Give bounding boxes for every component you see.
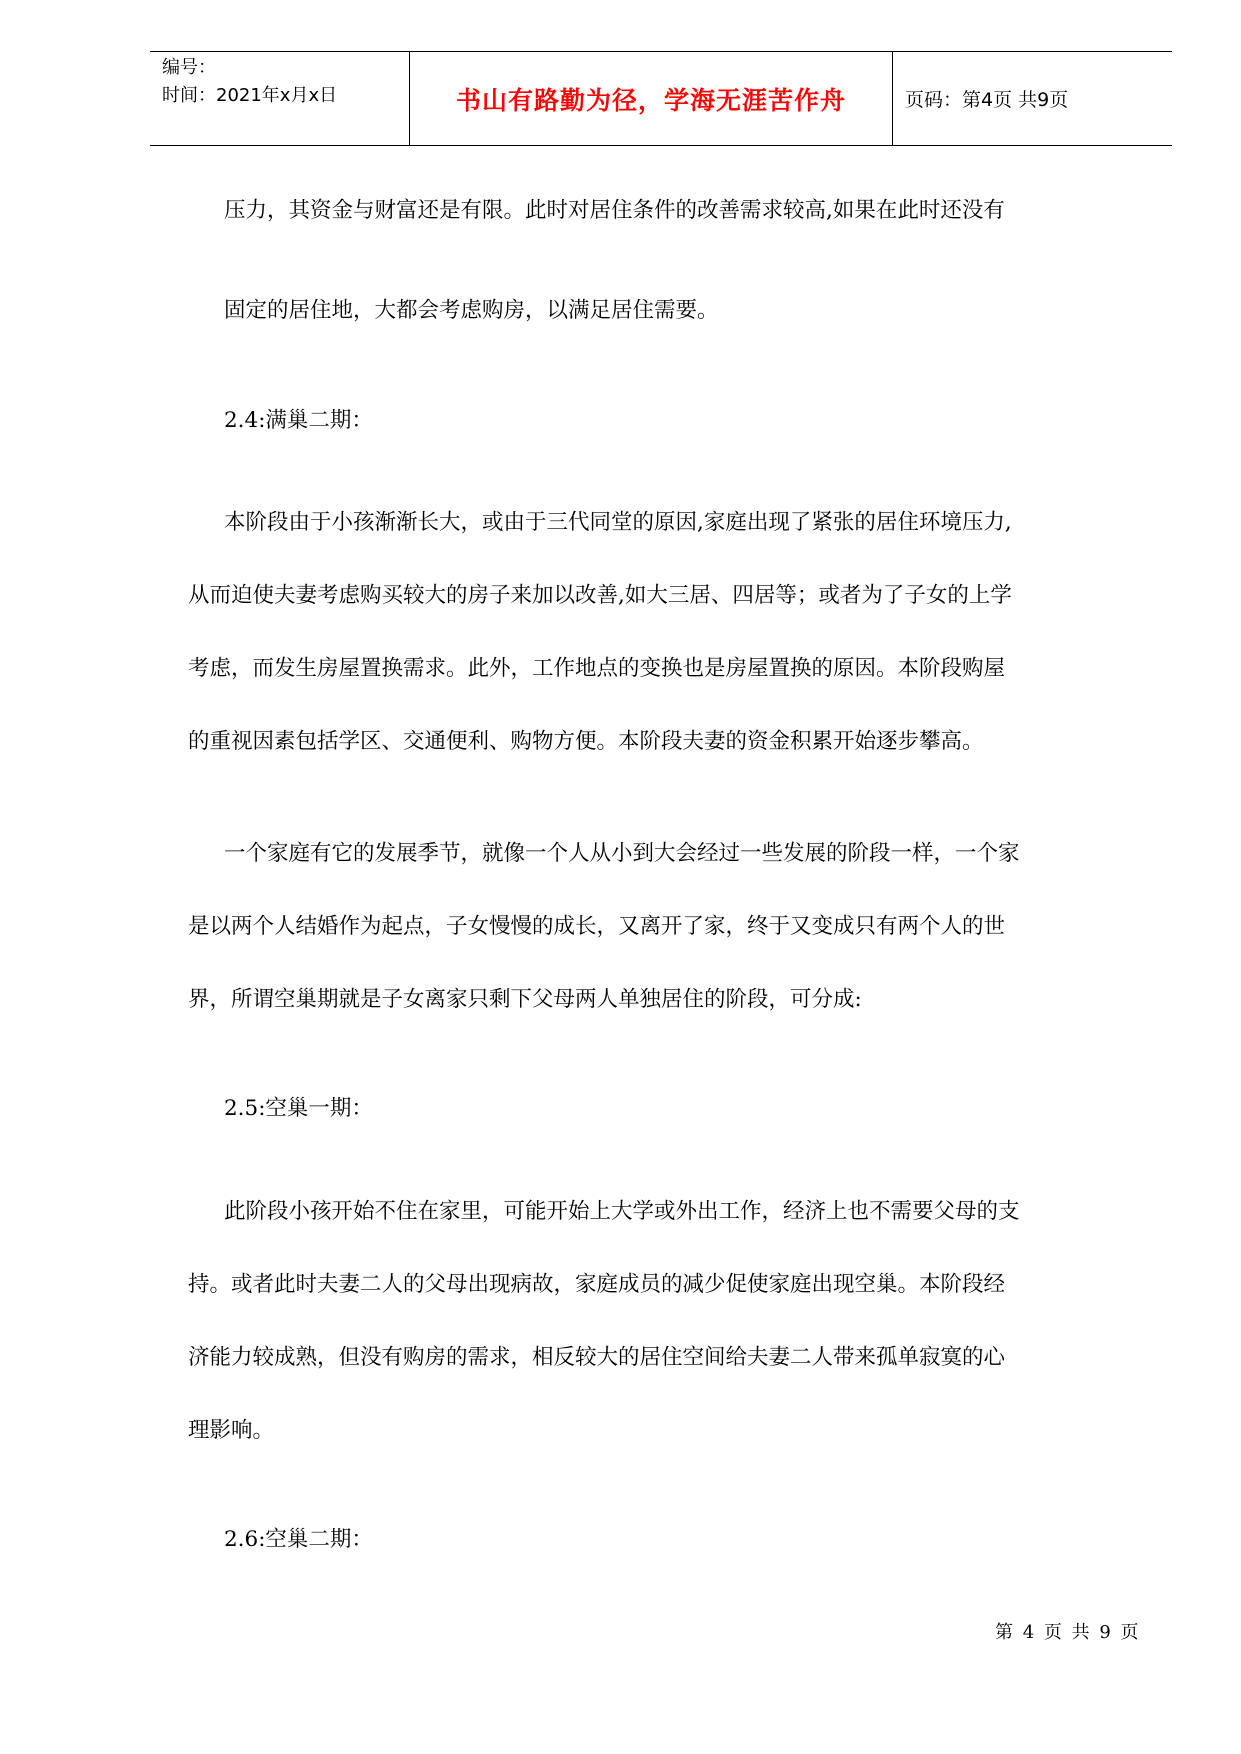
header-meta: [150, 52, 409, 145]
text-line: 济能力较成熟，但没有购房的需求，相反较大的居住空间给夫妻二人带来孤单寂寞的心: [188, 1345, 1006, 1370]
text-line: 理影响。: [188, 1418, 275, 1443]
page-footer: 第 4 页 共 9 页: [995, 1622, 1141, 1643]
serial-label: 编号：: [162, 57, 216, 78]
text-line: 是以两个人结婚作为起点，子女慢慢的成长，又离开了家，终于又变成只有两个人的世: [188, 914, 1006, 939]
text-line: 持。或者此时夫妻二人的父母出现病故，家庭成员的减少促使家庭出现空巢。本阶段经: [188, 1272, 1006, 1297]
section-heading: 2.6:空巢二期：: [224, 1527, 373, 1552]
text-line: 压力，其资金与财富还是有限。此时对居住条件的改善需求较高,如果在此时还没有: [224, 198, 1005, 223]
motto-text: 书山有路勤为径，学海无涯苦作舟: [455, 85, 846, 115]
text-line: 本阶段由于小孩渐渐长大，或由于三代同堂的原因,家庭出现了紧张的居住环境压力,: [224, 510, 1012, 535]
text-line: 固定的居住地，大都会考虑购房，以满足居住需要。: [224, 298, 719, 323]
text-line: 考虑，而发生房屋置换需求。此外，工作地点的变换也是房屋置换的原因。本阶段购屋: [188, 656, 1006, 681]
section-heading: 2.4:满巢二期：: [224, 408, 373, 433]
page-header: [150, 51, 1172, 146]
text-line: 从而迫使夫妻考虑购买较大的房子来加以改善,如大三居、四居等；或者为了子女的上学: [188, 583, 1012, 608]
text-line: 此阶段小孩开始不住在家里，可能开始上大学或外出工作，经济上也不需要父母的支: [224, 1199, 1020, 1224]
time-label: 时间：2021年x月x日: [162, 85, 338, 106]
header-page-cell: [892, 52, 1172, 145]
header-page-info: 页码：第4页 共9页: [905, 89, 1069, 111]
text-line: 界，所谓空巢期就是子女离家只剩下父母两人单独居住的阶段，可分成:: [188, 987, 862, 1012]
section-heading: 2.5:空巢一期：: [224, 1096, 373, 1121]
text-line: 一个家庭有它的发展季节，就像一个人从小到大会经过一些发展的阶段一样，一个家: [224, 841, 1020, 866]
header-motto-cell: [409, 52, 893, 145]
text-line: 的重视因素包括学区、交通便利、购物方便。本阶段夫妻的资金积累开始逐步攀高。: [188, 729, 984, 754]
